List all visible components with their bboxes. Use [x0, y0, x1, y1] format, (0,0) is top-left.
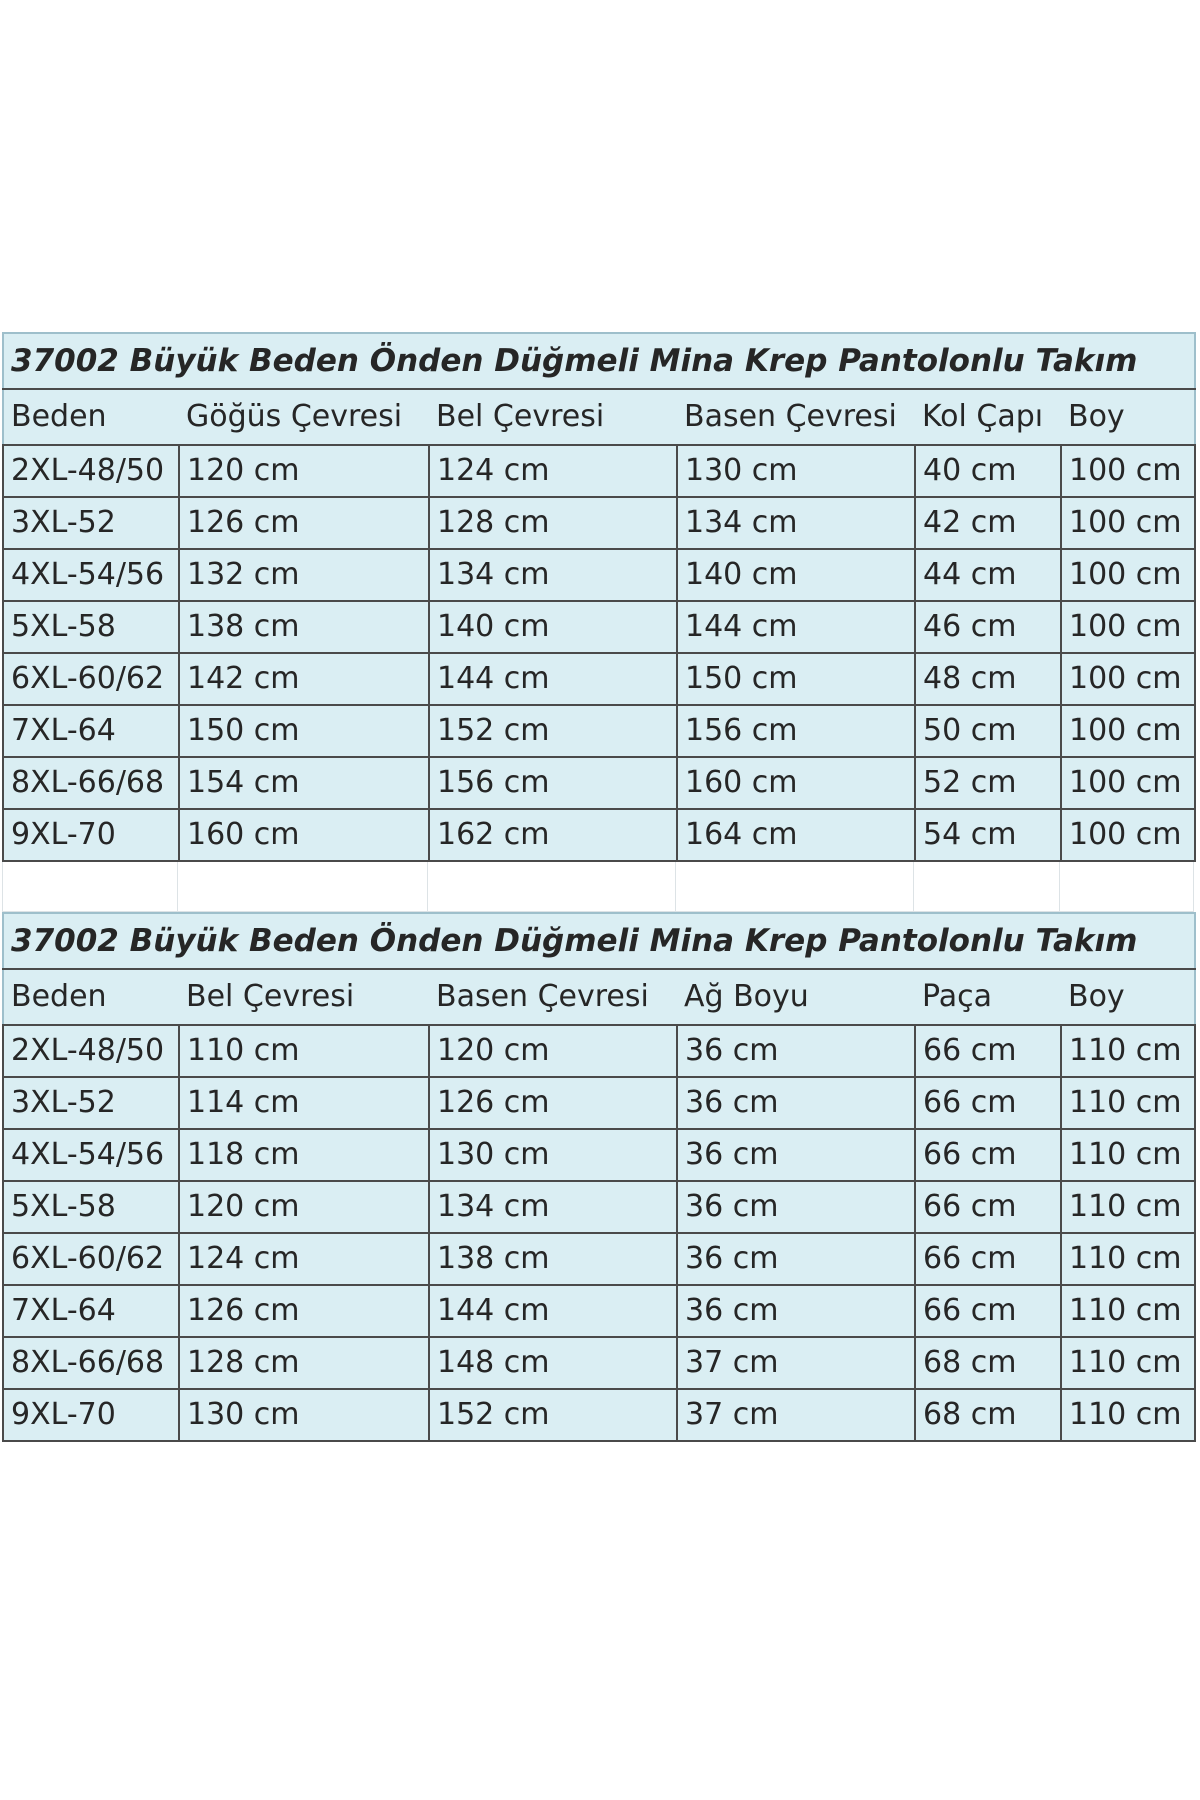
table-cell: 9XL-70 — [3, 809, 179, 861]
table-cell: 6XL-60/62 — [3, 653, 179, 705]
table-cell: 100 cm — [1061, 653, 1195, 705]
table-row — [3, 601, 1195, 653]
table-cell: 37 cm — [677, 1389, 915, 1441]
table-cell: 5XL-58 — [3, 1181, 179, 1233]
table-row — [3, 445, 1195, 497]
table-cell: 42 cm — [915, 497, 1061, 549]
table-cell: 9XL-70 — [3, 1389, 179, 1441]
table-cell: 36 cm — [677, 1285, 915, 1337]
table-cell: 110 cm — [1061, 1389, 1195, 1441]
table-cell: 138 cm — [179, 601, 429, 653]
table-title-row — [3, 333, 1195, 389]
table-cell: 4XL-54/56 — [3, 1129, 179, 1181]
table-cell: 66 cm — [915, 1129, 1061, 1181]
table-cell: 66 cm — [915, 1025, 1061, 1077]
table-cell: 110 cm — [1061, 1233, 1195, 1285]
table-row — [3, 1181, 1195, 1233]
table-cell: 156 cm — [677, 705, 915, 757]
empty-cell — [178, 862, 428, 912]
table-cell: 132 cm — [179, 549, 429, 601]
column-header: Beden — [3, 389, 179, 445]
top-size-table — [2, 332, 1196, 862]
table-cell: 128 cm — [429, 497, 677, 549]
table-row — [3, 757, 1195, 809]
table-row — [3, 705, 1195, 757]
table-cell: 120 cm — [179, 445, 429, 497]
column-header: Bel Çevresi — [429, 389, 677, 445]
table-cell: 54 cm — [915, 809, 1061, 861]
table-cell: 110 cm — [1061, 1181, 1195, 1233]
column-header: Göğüs Çevresi — [179, 389, 429, 445]
table-cell: 162 cm — [429, 809, 677, 861]
table-cell: 100 cm — [1061, 705, 1195, 757]
table-cell: 164 cm — [677, 809, 915, 861]
empty-cell — [428, 862, 676, 912]
table-row — [3, 653, 1195, 705]
table-cell: 100 cm — [1061, 809, 1195, 861]
table-title: 37002 Büyük Beden Önden Düğmeli Mina Krep Pantolonlu Takım — [3, 913, 1195, 969]
table-cell: 7XL-64 — [3, 1285, 179, 1337]
table-cell: 36 cm — [677, 1233, 915, 1285]
table-cell: 124 cm — [179, 1233, 429, 1285]
table-row — [3, 549, 1195, 601]
table-cell: 142 cm — [179, 653, 429, 705]
table-cell: 114 cm — [179, 1077, 429, 1129]
table-cell: 110 cm — [179, 1025, 429, 1077]
column-header: Ağ Boyu — [677, 969, 915, 1025]
table-cell: 150 cm — [179, 705, 429, 757]
column-header: Beden — [3, 969, 179, 1025]
table-cell: 128 cm — [179, 1337, 429, 1389]
table-row — [3, 1285, 1195, 1337]
table-cell: 140 cm — [429, 601, 677, 653]
table-cell: 120 cm — [429, 1025, 677, 1077]
table-cell: 126 cm — [179, 1285, 429, 1337]
table-cell: 130 cm — [179, 1389, 429, 1441]
column-header: Paça — [915, 969, 1061, 1025]
table-cell: 144 cm — [429, 1285, 677, 1337]
table-title-row — [3, 913, 1195, 969]
table-row — [3, 1389, 1195, 1441]
table-cell: 130 cm — [429, 1129, 677, 1181]
table-row — [3, 1129, 1195, 1181]
table-cell: 120 cm — [179, 1181, 429, 1233]
table-cell: 36 cm — [677, 1129, 915, 1181]
empty-cell — [676, 862, 914, 912]
table-cell: 126 cm — [179, 497, 429, 549]
table-row — [3, 497, 1195, 549]
table-header-row — [3, 969, 1195, 1025]
table-cell: 46 cm — [915, 601, 1061, 653]
table-cell: 126 cm — [429, 1077, 677, 1129]
empty-cell — [914, 862, 1060, 912]
table-cell: 118 cm — [179, 1129, 429, 1181]
table-cell: 100 cm — [1061, 497, 1195, 549]
table-cell: 134 cm — [677, 497, 915, 549]
table-cell: 100 cm — [1061, 757, 1195, 809]
table-cell: 68 cm — [915, 1337, 1061, 1389]
column-header: Boy — [1061, 969, 1195, 1025]
table-cell: 4XL-54/56 — [3, 549, 179, 601]
column-header: Kol Çapı — [915, 389, 1061, 445]
table-cell: 150 cm — [677, 653, 915, 705]
table-cell: 36 cm — [677, 1077, 915, 1129]
table-cell: 37 cm — [677, 1337, 915, 1389]
table-cell: 48 cm — [915, 653, 1061, 705]
table-cell: 50 cm — [915, 705, 1061, 757]
table-cell: 124 cm — [429, 445, 677, 497]
table-cell: 110 cm — [1061, 1285, 1195, 1337]
table-cell: 100 cm — [1061, 549, 1195, 601]
table-cell: 148 cm — [429, 1337, 677, 1389]
bottom-size-table — [2, 912, 1196, 1442]
table-cell: 3XL-52 — [3, 1077, 179, 1129]
table-title: 37002 Büyük Beden Önden Düğmeli Mina Krep Pantolonlu Takım — [3, 333, 1195, 389]
table-cell: 100 cm — [1061, 601, 1195, 653]
table-row — [3, 1233, 1195, 1285]
table-cell: 2XL-48/50 — [3, 445, 179, 497]
table-cell: 152 cm — [429, 1389, 677, 1441]
table-cell: 156 cm — [429, 757, 677, 809]
table-cell: 66 cm — [915, 1285, 1061, 1337]
table-cell: 100 cm — [1061, 445, 1195, 497]
table-cell: 6XL-60/62 — [3, 1233, 179, 1285]
table-cell: 144 cm — [677, 601, 915, 653]
table-cell: 44 cm — [915, 549, 1061, 601]
table-cell: 66 cm — [915, 1181, 1061, 1233]
table-header-row — [3, 389, 1195, 445]
table-cell: 66 cm — [915, 1233, 1061, 1285]
table-cell: 40 cm — [915, 445, 1061, 497]
column-header: Boy — [1061, 389, 1195, 445]
table-cell: 160 cm — [179, 809, 429, 861]
table-cell: 66 cm — [915, 1077, 1061, 1129]
table-cell: 134 cm — [429, 1181, 677, 1233]
table-cell: 138 cm — [429, 1233, 677, 1285]
table-cell: 110 cm — [1061, 1337, 1195, 1389]
table-cell: 110 cm — [1061, 1077, 1195, 1129]
table-cell: 8XL-66/68 — [3, 757, 179, 809]
table-cell: 154 cm — [179, 757, 429, 809]
table-cell: 5XL-58 — [3, 601, 179, 653]
table-cell: 8XL-66/68 — [3, 1337, 179, 1389]
table-cell: 160 cm — [677, 757, 915, 809]
empty-spacer-row — [2, 862, 1194, 912]
table-cell: 134 cm — [429, 549, 677, 601]
table-row — [3, 1337, 1195, 1389]
table-cell: 140 cm — [677, 549, 915, 601]
table-row — [3, 809, 1195, 861]
table-row — [3, 1025, 1195, 1077]
table-row — [3, 1077, 1195, 1129]
column-header: Basen Çevresi — [429, 969, 677, 1025]
table-cell: 110 cm — [1061, 1025, 1195, 1077]
column-header: Basen Çevresi — [677, 389, 915, 445]
empty-cell — [1060, 862, 1194, 912]
table-cell: 3XL-52 — [3, 497, 179, 549]
table-cell: 144 cm — [429, 653, 677, 705]
table-cell: 2XL-48/50 — [3, 1025, 179, 1077]
table-cell: 52 cm — [915, 757, 1061, 809]
table-cell: 68 cm — [915, 1389, 1061, 1441]
table-cell: 152 cm — [429, 705, 677, 757]
table-cell: 36 cm — [677, 1025, 915, 1077]
table-cell: 7XL-64 — [3, 705, 179, 757]
table-cell: 110 cm — [1061, 1129, 1195, 1181]
table-cell: 36 cm — [677, 1181, 915, 1233]
table-cell: 130 cm — [677, 445, 915, 497]
empty-cell — [2, 862, 178, 912]
size-chart-sheet — [2, 332, 1194, 1442]
column-header: Bel Çevresi — [179, 969, 429, 1025]
